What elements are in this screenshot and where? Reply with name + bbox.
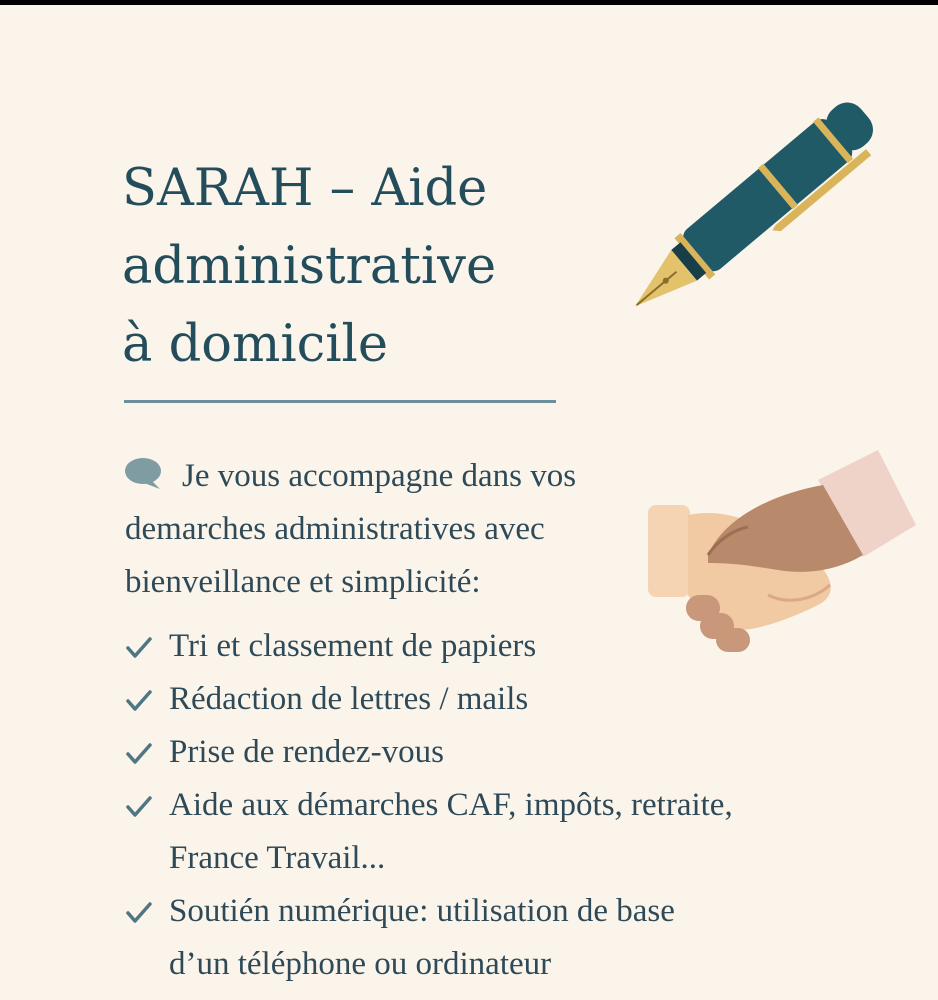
intro-text — [125, 450, 576, 609]
list-item — [125, 779, 733, 885]
list-item-text: Tri et classement de papiers — [169, 628, 537, 664]
intro-line: Je vous accompagne dans vos — [182, 458, 577, 494]
list-item-text: Rédaction de lettres / mails — [169, 681, 529, 717]
list-item-text: Prise de rendez-vous — [169, 734, 444, 770]
list-item — [125, 620, 733, 673]
title-line: administrative — [122, 237, 497, 296]
divider-line — [124, 400, 556, 403]
fountain-pen-icon — [618, 70, 878, 360]
list-item-text: Soutién numérique: utilisation de base — [169, 893, 675, 929]
list-item — [125, 673, 733, 726]
list-item-text: Aide aux démarches CAF, impôts, retraite, — [169, 787, 733, 823]
checkmark-icon — [125, 636, 153, 660]
top-border — [0, 0, 938, 5]
list-item-text: d’un téléphone ou ordinateur — [169, 946, 552, 982]
intro-line: bienveillance et simplicité: — [125, 564, 481, 600]
checkmark-icon — [125, 795, 153, 819]
page-title — [122, 150, 496, 384]
services-list — [125, 620, 733, 991]
list-item — [125, 726, 733, 779]
list-item — [125, 885, 733, 991]
checkmark-icon — [125, 689, 153, 713]
checkmark-icon — [125, 901, 153, 925]
title-line: SARAH – Aide — [122, 159, 488, 218]
list-item-text: France Travail... — [169, 840, 386, 876]
title-line: à domicile — [122, 315, 389, 374]
intro-line: demarches administratives avec — [125, 511, 545, 547]
checkmark-icon — [125, 742, 153, 766]
